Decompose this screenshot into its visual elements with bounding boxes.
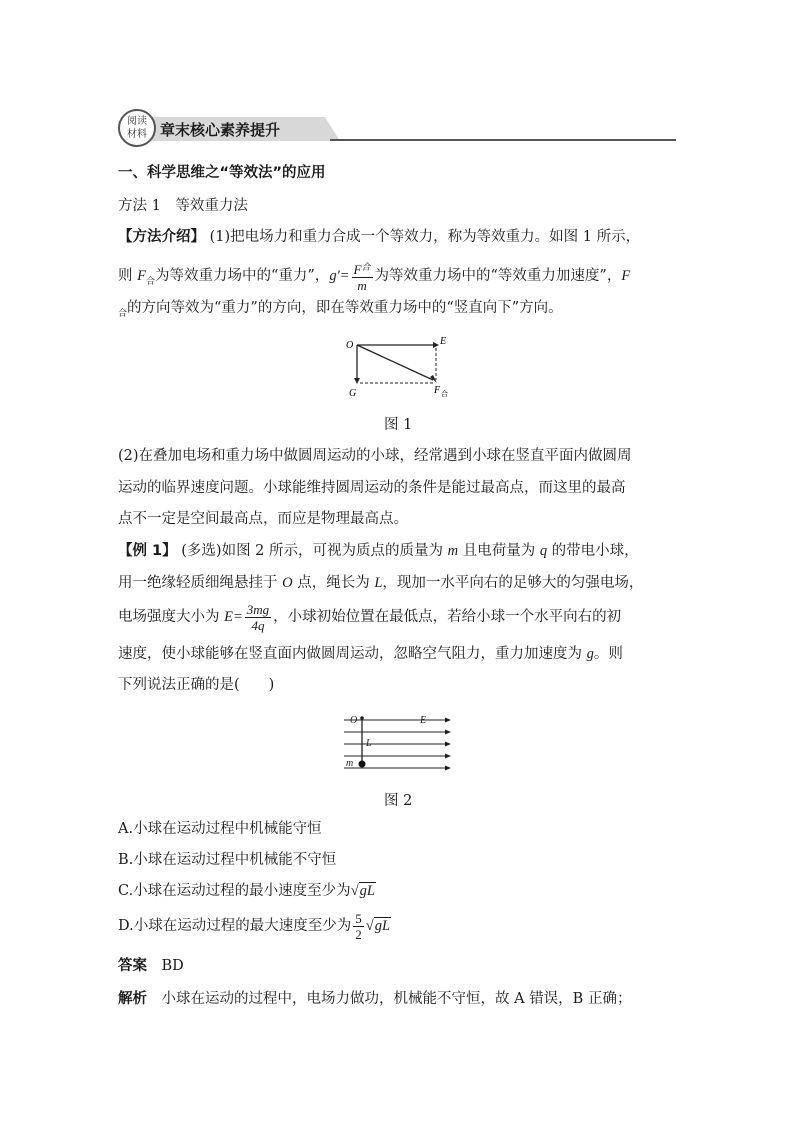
example-line-2: 用一绝缘轻质细绳悬挂于 O 点，绳长为 L，现加一水平向右的足够大的匀强电场， xyxy=(118,575,644,591)
example-line-3: 电场强度大小为 E= $\frac{3mg}{4q}$ ，小球初始位置在最低点，若给小球一个水平向右的初 xyxy=(118,601,622,633)
field-fraction: $\frac{3mg}{4q}$ xyxy=(246,601,270,633)
para2-line-2: 运动的临界速度问题。小球能维持圆周运动的条件是能过最高点，而这里的最高 xyxy=(118,480,626,496)
fig2-label-L: L xyxy=(366,738,372,749)
answer-value: BD xyxy=(161,958,184,974)
resultant-force-arrow xyxy=(357,345,433,380)
analysis-line xyxy=(118,989,631,1009)
label-O: O xyxy=(346,340,354,351)
para2-line-1: (2)在叠加电场和重力场中做圆周运动的小球，经常遇到小球在竖直平面内做圆周 xyxy=(118,448,632,464)
option-a: A.小球在运动过程中机械能守恒 xyxy=(118,821,322,837)
badge-line1: 阅读 xyxy=(127,116,147,127)
answer-label: 答案 xyxy=(118,958,147,974)
pivot-point xyxy=(360,716,364,720)
label-G: G xyxy=(349,388,357,399)
figure-1-caption: 图 1 xyxy=(384,417,413,433)
figure-1 xyxy=(340,330,460,400)
fig2-label-O: O xyxy=(350,715,358,726)
option-d: D.小球在运动过程的最大速度至少为 $\frac{5}{2}$ √gL xyxy=(118,910,391,942)
option-c: C.小球在运动过程的最小速度至少为√gL xyxy=(118,883,375,899)
intro-line-1: 【方法介绍】 (1)把电场力和重力合成一个等效力，称为等效重力。如图 1 所示， xyxy=(118,229,641,245)
example-label: 【例 1】 xyxy=(118,543,177,559)
reading-badge xyxy=(118,109,156,147)
option-b: B.小球在运动过程中机械能不守恒 xyxy=(118,852,337,868)
header-rule xyxy=(330,139,676,141)
figure-2 xyxy=(340,708,455,778)
g-prime-fraction: $\frac{F^合}{m}$ xyxy=(353,261,371,293)
label-F-sub: 合 xyxy=(441,390,448,398)
fig2-label-E: E xyxy=(420,715,427,726)
method-title: 方法 1 等效重力法 xyxy=(118,198,248,214)
example-line-4: 速度，使小球能够在竖直面内做圆周运动，忽略空气阻力，重力加速度为 g。则 xyxy=(118,646,623,662)
fig2-label-m: m xyxy=(346,758,354,769)
ball xyxy=(359,761,366,768)
analysis-label: 解析 xyxy=(118,991,147,1007)
example-line-1: 【例 1】 (多选)如图 2 所示，可视为质点的质量为 m 且电荷量为 q 的带电小球， xyxy=(118,543,639,559)
para2-line-3: 点不一定是空间最高点，而应是物理最高点。 xyxy=(118,511,408,527)
chapter-title: 章末核心素养提升 xyxy=(160,121,281,139)
section-title: 一、科学思维之“等效法”的应用 xyxy=(118,165,326,181)
intro-line-2: 则 $F_合$为等效重力场中的“重力”，g′= $\frac{F^合}{m}$ 为等效重力场中的“等效重力加速度”，F xyxy=(118,261,631,293)
intro-line-3: $_合$的方向等效为“重力”的方向，即在等效重力场中的“竖直向下”方向。 xyxy=(118,300,563,319)
label-F: F xyxy=(434,385,441,396)
figure-2-caption: 图 2 xyxy=(384,793,413,809)
intro-label: 【方法介绍】 xyxy=(118,229,205,245)
analysis-text: 小球在运动的过程中，电场力做功，机械能不守恒，故 A 错误，B 正确； xyxy=(161,991,632,1007)
badge-line2: 材料 xyxy=(127,129,147,140)
example-line-5: 下列说法正确的是( ) xyxy=(118,677,275,693)
label-E: E xyxy=(440,336,447,347)
answer-line xyxy=(118,956,184,976)
